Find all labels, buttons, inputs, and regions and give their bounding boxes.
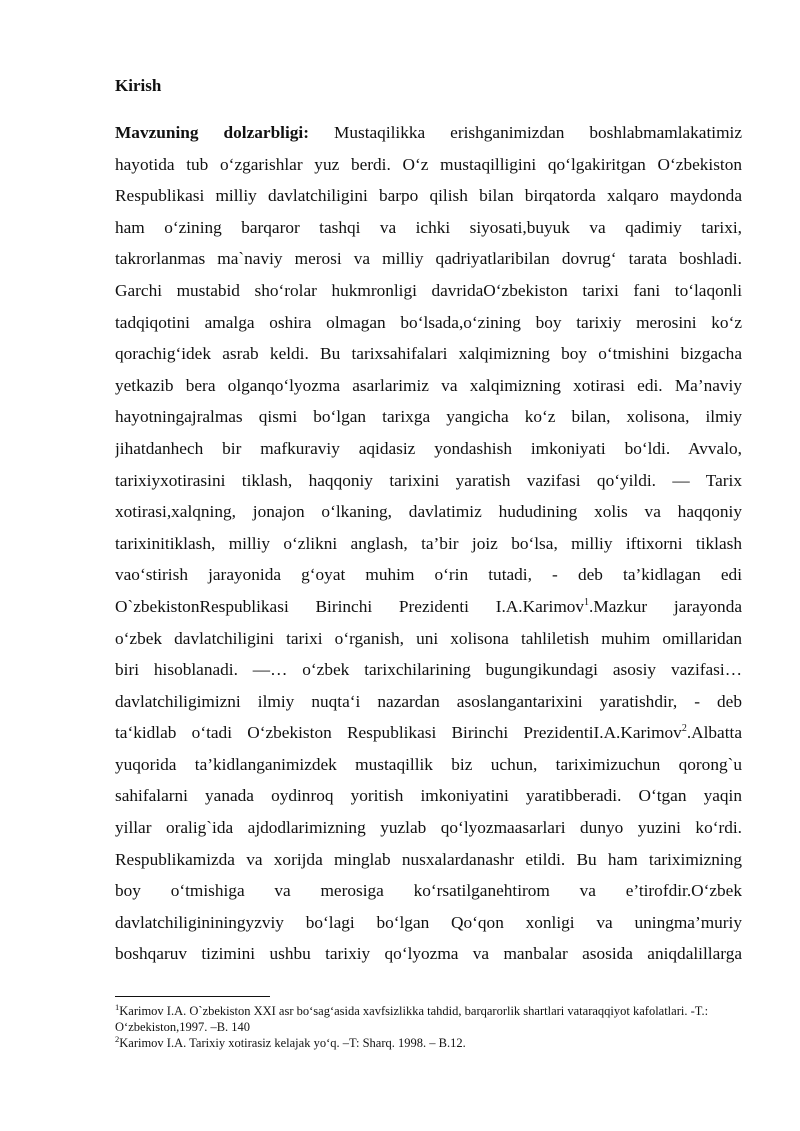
paragraph-line: vao‘stirish jarayonida g‘oyat muhim o‘rin tutadi, - deb ta’kidlagan edi: [115, 565, 742, 585]
paragraph-line: qorachig‘idek asrab keldi. Bu tarixsahifalari xalqimizning boy o‘tmishini bizgacha: [115, 344, 742, 364]
footnote-ref-2[interactable]: 2: [681, 723, 687, 735]
paragraph-line: hayotida tub o‘zgarishlar yuz berdi. O‘z mustaqilligini qo‘lgakiritgan O‘zbekiston: [115, 154, 742, 174]
paragraph-line: tadqiqotini amalga oshira olmagan bo‘lsada,o‘zining boy tarixiy merosini ko‘z: [115, 312, 742, 332]
paragraph-line: tarixinitiklash, milliy o‘zlikni anglash, ta’bir joiz bo‘lsa, milliy iftixorni tiklash: [115, 533, 742, 553]
paragraph-line: takrorlanmas ma`naviy merosi va milliy qadriyatlaribilan dovrug‘ tarata boshladi.: [115, 249, 742, 269]
paragraph-line: boshqaruv tizimini ushbu tarixiy qo‘lyozma va manbalar asosida aniqdalillarga: [115, 944, 742, 964]
paragraph-line: ham o‘zining barqaror tashqi va ichki siyosati,buyuk va qadimiy tarixi,: [115, 217, 742, 237]
paragraph-line: ta‘kidlab o‘tadi O‘zbekiston Respublikasi Birinchi PrezidentiI.A.Karimov$^2$.Albatta: [115, 723, 742, 743]
paragraph-line: Mavzuning dolzarbligi: Mustaqilikka erishganimizdan boshlabmamlakatimiz: [115, 123, 742, 142]
paragraph-line: yetkazib bera olganqo‘lyozma asarlarimiz va xalqimizning xotirasi edi. Ma’naviy: [115, 375, 742, 395]
section-heading: Kirish: [115, 76, 162, 95]
paragraph-line: hayotningajralmas qismi bo‘lgan tarixga yangicha ko‘z bilan, xolisona, ilmiy: [115, 407, 742, 427]
paragraph-line: davlatchiligininingуzviy bo‘lagi bo‘lgan Qo‘qon xonligi va uningma’muriy: [115, 912, 742, 932]
body-paragraph: [115, 117, 742, 970]
paragraph-line: Garchi mustabid sho‘rolar hukmronligi davridaO‘zbekiston tarixi fani to‘laqonli: [115, 280, 742, 300]
paragraph-line: jihatdanhech bir mafkuraviy aqidasiz yondashish imkoniyati bo‘ldi. Avvalo,: [115, 438, 742, 458]
footnote-1: $^1$Karimov I.A. O`zbekiston XXI asr bo‘sag‘asida xavfsizlikka tahdid, barqarorlik shartlari vataraqqiyot kafolatlari. -T.: O‘zbekiston,1997. –B. 140: [115, 1001, 709, 1034]
paragraph-line: tarixiyxotirasini tiklash, haqqoniy tarixini yaratish vazifasi qo‘yildi. — Tarix: [115, 470, 742, 490]
paragraph-line: xotirasi,xalqning, jonajon o‘lkaning, davlatimiz hududining xolis va haqqoniy: [115, 502, 742, 522]
footnote-divider: [115, 996, 270, 997]
paragraph-line: o‘zbek davlatchiligini tarixi o‘rganish, uni xolisona tahliletish muhim omillaridan: [115, 628, 742, 648]
paragraph-line: Respublikasi milliy davlatchiligini barpo qilish bilan birqatorda xalqaro maydonda: [115, 186, 742, 206]
paragraph-line: sahifalarni yanada oydinroq yoritish imkoniyatini yaratibberadi. O‘tgan yaqin: [115, 786, 742, 806]
paragraph-line: biri hisoblanadi. —… o‘zbek tarixchilarining bugungikundagi asosiy vazifasi…: [115, 660, 742, 680]
paragraph-line: Respublikamizda va xorijda minglab nusxalardanashr etildi. Bu ham tariximizning: [115, 849, 742, 869]
paragraph-line: davlatchiligimizni ilmiy nuqta‘i nazardan asoslangantarixini yaratishdir, - deb: [115, 691, 742, 711]
paragraph-line: O`zbekistonRespublikasi Birinchi Prezidenti I.A.Karimov$^1$.Mazkur jarayonda: [115, 596, 742, 616]
footnote-ref-1[interactable]: 1: [584, 597, 590, 609]
paragraph-line: yuqorida ta’kidlanganimizdek mustaqillik biz uchun, tariximizuchun qorong`u: [115, 754, 742, 774]
lead-label: Mavzuning dolzarbligi:: [115, 123, 309, 142]
footnotes: [115, 1003, 742, 1051]
paragraph-line: yillar oralig`ida ajdodlarimizning yuzlab qo‘lyozmaasarlari dunyo yuzini ko‘rdi.: [115, 818, 742, 838]
paragraph-line: boy o‘tmishiga va merosiga ko‘rsatilganehtirom va e’tirofdir.O‘zbek: [115, 881, 742, 901]
footnote-2: $^2$Karimov I.A. Tarixiy xotirasiz kelajak yo‘q. –T: Sharq. 1998. – B.12.: [115, 1033, 466, 1050]
